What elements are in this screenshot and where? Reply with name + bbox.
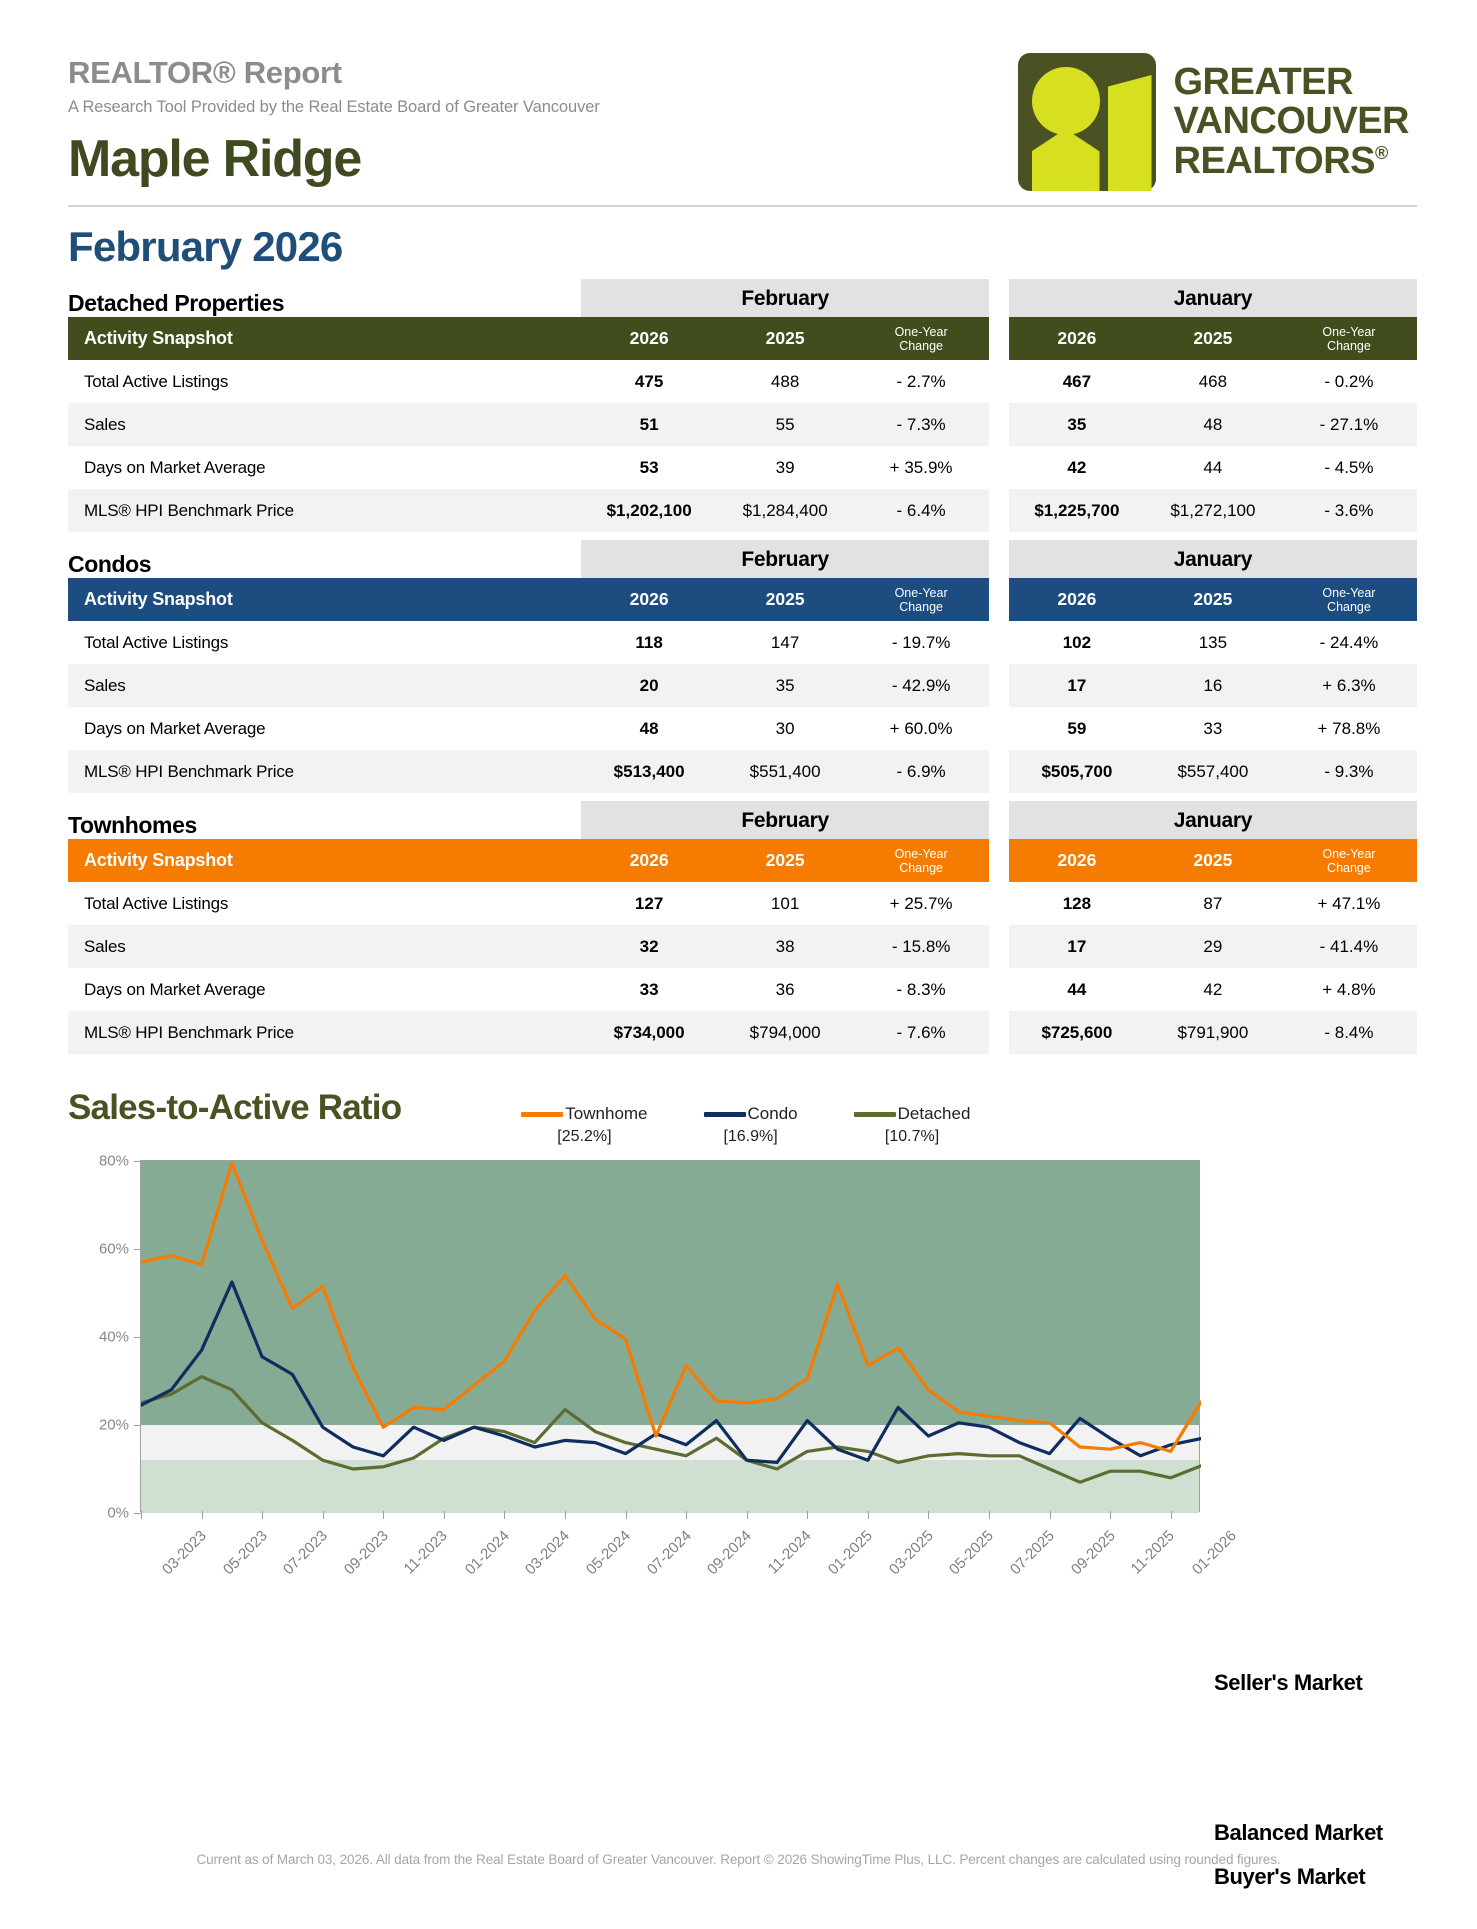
cell-jan-change: - 3.6% [1281, 489, 1417, 532]
table-row [68, 489, 1417, 532]
column-gap [989, 279, 1009, 317]
chart-lines [141, 1161, 1201, 1513]
col-header-jan-2026: 2026 [1009, 578, 1145, 621]
cell-feb-2025: $551,400 [717, 750, 853, 793]
cell-jan-change: - 9.3% [1281, 750, 1417, 793]
y-axis-tick [134, 1425, 141, 1426]
x-axis-label: 07-2025 [1006, 1527, 1058, 1579]
table-row [68, 882, 1417, 925]
month-band-left: February [581, 801, 989, 839]
logo-line-1: GREATER [1173, 60, 1353, 103]
legend-swatch-icon [704, 1112, 746, 1117]
legend-item-detached [854, 1104, 971, 1146]
row-label: MLS® HPI Benchmark Price [68, 1011, 581, 1054]
cell-jan-2026: $725,600 [1009, 1011, 1145, 1054]
col-header-feb-2026: 2026 [581, 578, 717, 621]
y-axis-tick [134, 1337, 141, 1338]
x-axis-label: 09-2025 [1067, 1527, 1119, 1579]
column-gap [989, 578, 1009, 621]
row-label: MLS® HPI Benchmark Price [68, 489, 581, 532]
cell-feb-change: + 25.7% [889, 893, 953, 913]
logo-line-3: REALTORS® [1173, 139, 1388, 182]
cell-jan-2026: $505,700 [1009, 750, 1145, 793]
chart-title: Sales-to-Active Ratio [68, 1088, 402, 1127]
cell-jan-change: + 6.3% [1281, 664, 1417, 707]
cell-jan-change: - 24.4% [1319, 632, 1379, 652]
cell-jan-2026: 17 [1009, 925, 1145, 968]
row-label: MLS® HPI Benchmark Price [68, 750, 581, 793]
cell-feb-2025: 147 [770, 632, 800, 652]
row-label: Total Active Listings [84, 371, 229, 391]
section-condos [68, 540, 1417, 793]
legend-label: Detached [897, 1104, 971, 1123]
legend-top [854, 1104, 971, 1124]
cell-feb-2026: $734,000 [581, 1011, 717, 1054]
cell-jan-2026: 42 [1067, 457, 1087, 477]
table-title-row [68, 279, 1417, 317]
activity-snapshot-label: Activity Snapshot [68, 839, 581, 882]
column-gap [989, 540, 1009, 578]
y-axis-tick [134, 1161, 141, 1162]
column-gap [989, 360, 1009, 403]
cell-feb-change: - 7.6% [853, 1011, 989, 1054]
month-band-left: February [581, 279, 989, 317]
y-axis-label: 20% [98, 1416, 129, 1434]
cell-feb-change: - 15.8% [853, 925, 989, 968]
table-row [68, 750, 1417, 793]
cell-jan-2026: 59 [1067, 718, 1087, 738]
cell-jan-change: - 41.4% [1281, 925, 1417, 968]
cell-jan-2026: $1,225,700 [1009, 489, 1145, 532]
col-header-jan-2025: 2025 [1145, 839, 1281, 882]
snapshot-table [68, 540, 1417, 793]
column-gap [989, 403, 1009, 446]
month-heading: February 2026 [68, 223, 343, 270]
market-label-seller: Seller's Market [1214, 1670, 1363, 1695]
col-header-jan-2026: 2026 [1009, 839, 1145, 882]
x-axis-label: 01-2024 [461, 1527, 513, 1579]
column-gap [989, 707, 1009, 750]
cell-feb-2025: 30 [775, 718, 795, 738]
month-band-right: January [1009, 540, 1417, 578]
cell-jan-2025: 16 [1145, 664, 1281, 707]
cell-feb-2026: 53 [639, 457, 659, 477]
legend-label: Condo [747, 1104, 798, 1123]
cell-jan-2026: 467 [1062, 371, 1092, 391]
cell-feb-2025: $794,000 [717, 1011, 853, 1054]
column-gap [989, 1011, 1009, 1054]
cell-jan-2025: 42 [1203, 979, 1223, 999]
column-gap [989, 925, 1009, 968]
column-gap [989, 446, 1009, 489]
row-label: Sales [68, 664, 581, 707]
col-header-feb-change: One-Year Change [853, 839, 989, 882]
x-axis-label: 09-2023 [340, 1527, 392, 1579]
col-header-feb-2025: 2025 [717, 578, 853, 621]
cell-jan-change: + 47.1% [1317, 893, 1381, 913]
cell-jan-change: - 4.5% [1324, 457, 1374, 477]
y-axis-label: 40% [98, 1328, 129, 1346]
cell-feb-2025: 35 [717, 664, 853, 707]
col-header-feb-2025: 2025 [717, 839, 853, 882]
y-axis-label: 60% [98, 1240, 129, 1258]
chart-plot-area [98, 1152, 1240, 1579]
cell-feb-2026: 118 [635, 632, 663, 652]
legend-top [521, 1104, 647, 1124]
x-axis-label: 07-2024 [643, 1527, 695, 1579]
y-axis-tick [134, 1513, 141, 1514]
cell-jan-2026: 17 [1009, 664, 1145, 707]
x-axis-label: 03-2023 [158, 1527, 210, 1579]
column-gap [989, 801, 1009, 839]
cell-jan-change: - 0.2% [1324, 371, 1374, 391]
x-axis-label: 11-2023 [400, 1527, 451, 1578]
row-label: Days on Market Average [84, 457, 266, 477]
column-gap [989, 882, 1009, 925]
cell-jan-2026: 44 [1067, 979, 1087, 999]
column-gap [989, 839, 1009, 882]
section-name: Townhomes [68, 812, 197, 838]
table-header-row [68, 839, 1417, 882]
header-left [68, 45, 600, 188]
x-axis-label: 01-2026 [1188, 1527, 1240, 1579]
logo-house-icon [1032, 129, 1100, 191]
col-header-feb-2026: 2026 [581, 317, 717, 360]
logo-line-2: VANCOUVER [1173, 100, 1409, 143]
gvr-logo-icon [1018, 53, 1156, 191]
cell-feb-change: - 19.7% [891, 632, 951, 652]
section-name: Detached Properties [68, 290, 285, 316]
snapshot-tables [68, 279, 1417, 1054]
cell-jan-change: + 78.8% [1317, 718, 1381, 738]
cell-jan-2026: 128 [1062, 893, 1092, 913]
x-axis-label: 07-2023 [280, 1527, 331, 1579]
table-title-row [68, 801, 1417, 839]
legend-value: [25.2%] [557, 1128, 612, 1145]
section-detached-properties [68, 279, 1417, 532]
cell-feb-change: - 8.3% [896, 979, 946, 999]
x-axis-label: 09-2024 [704, 1527, 755, 1579]
legend-swatch-icon [521, 1112, 563, 1117]
x-axis-label: 05-2025 [946, 1527, 998, 1579]
cell-jan-2025: 468 [1198, 371, 1228, 391]
cell-feb-2025: 38 [717, 925, 853, 968]
cell-feb-2025: 55 [717, 403, 853, 446]
cell-jan-change: - 8.4% [1281, 1011, 1417, 1054]
cell-jan-2025: 135 [1198, 632, 1228, 652]
legend-swatch-icon [854, 1112, 896, 1117]
cell-jan-2025: 44 [1203, 457, 1223, 477]
cell-feb-2025: $1,284,400 [717, 489, 853, 532]
table-row [68, 446, 1417, 489]
logo-tower-shape [1108, 75, 1152, 191]
col-header-jan-2026: 2026 [1009, 317, 1145, 360]
table-row [68, 360, 1417, 403]
column-gap [989, 621, 1009, 664]
column-gap [989, 968, 1009, 1011]
snapshot-table [68, 801, 1417, 1054]
series-line-condo [141, 1282, 1201, 1462]
table-row [68, 925, 1417, 968]
cell-feb-2026: $1,202,100 [581, 489, 717, 532]
logo-wordmark [1173, 60, 1410, 182]
series-line-townhome [141, 1163, 1201, 1451]
x-axis-label: 05-2024 [582, 1527, 634, 1579]
cell-feb-2025: 39 [775, 457, 795, 477]
cell-jan-2025: 87 [1203, 893, 1223, 913]
cell-jan-2026: 102 [1062, 632, 1092, 652]
row-label: Total Active Listings [84, 632, 229, 652]
row-label: Sales [68, 925, 581, 968]
cell-jan-2025: 33 [1203, 718, 1223, 738]
chart-header [68, 1088, 1417, 1146]
cell-feb-2025: 488 [770, 371, 800, 391]
cell-feb-change: - 6.4% [853, 489, 989, 532]
legend-item-condo [704, 1104, 798, 1146]
report-title: REALTOR® Report [68, 55, 342, 90]
cell-feb-change: + 60.0% [889, 718, 953, 738]
cell-feb-2025: 36 [775, 979, 795, 999]
x-axis-label: 05-2023 [219, 1527, 271, 1579]
section-townhomes [68, 801, 1417, 1054]
logo-circle-shape [1032, 67, 1100, 135]
cell-jan-2025: 29 [1145, 925, 1281, 968]
activity-snapshot-label: Activity Snapshot [68, 578, 581, 621]
section-name: Condos [68, 551, 152, 577]
x-axis-label: 01-2025 [825, 1527, 877, 1579]
month-band-right: January [1009, 801, 1417, 839]
x-axis-label: 03-2025 [885, 1527, 937, 1579]
cell-feb-change: - 2.7% [896, 371, 946, 391]
table-header-row [68, 317, 1417, 360]
market-label-balanced: Balanced Market [1214, 1819, 1383, 1845]
table-row [68, 621, 1417, 664]
col-header-feb-2026: 2026 [581, 839, 717, 882]
col-header-jan-2025: 2025 [1145, 578, 1281, 621]
month-band-left: February [581, 540, 989, 578]
registered-mark: ® [1375, 143, 1388, 164]
cell-jan-2025: $791,900 [1145, 1011, 1281, 1054]
cell-jan-2026: 35 [1009, 403, 1145, 446]
cell-feb-change: + 35.9% [889, 457, 953, 477]
x-axis-label: 11-2024 [764, 1527, 815, 1578]
x-axis-label: 11-2025 [1127, 1527, 1178, 1578]
cell-feb-2026: 51 [581, 403, 717, 446]
cell-feb-change: - 6.9% [853, 750, 989, 793]
cell-jan-2025: $1,272,100 [1145, 489, 1281, 532]
column-gap [989, 317, 1009, 360]
row-label: Sales [68, 403, 581, 446]
x-axis-label: 03-2024 [522, 1527, 574, 1579]
market-label-buyer: Buyer's Market [1214, 1863, 1366, 1889]
table-header-row [68, 578, 1417, 621]
col-header-feb-change: One-Year Change [853, 578, 989, 621]
table-row [68, 707, 1417, 750]
cell-feb-2026: $513,400 [581, 750, 717, 793]
table-row [68, 968, 1417, 1011]
cell-feb-change: - 7.3% [853, 403, 989, 446]
cell-feb-2026: 20 [581, 664, 717, 707]
cell-feb-2025: 101 [770, 893, 800, 913]
row-label: Total Active Listings [84, 893, 229, 913]
y-axis-label: 80% [98, 1152, 129, 1170]
cell-feb-2026: 127 [634, 893, 664, 913]
legend-value: [10.7%] [884, 1128, 940, 1145]
chart-legend [521, 1104, 970, 1146]
table-row [68, 403, 1417, 446]
header-divider [68, 205, 1417, 207]
col-header-jan-change: One-Year Change [1281, 578, 1417, 621]
table-title-row [68, 540, 1417, 578]
cell-jan-change: - 27.1% [1281, 403, 1417, 446]
row-label: Days on Market Average [84, 718, 266, 738]
brand-logo [1018, 45, 1418, 191]
footer-note: Current as of March 03, 2026. All data from the Real Estate Board of Greater Vancouver. Report © 2026 ShowingTime Plus, LLC. Percent changes are calculated using rounded figures. [196, 1852, 1281, 1867]
table-row [68, 664, 1417, 707]
col-header-feb-change: One-Year Change [853, 317, 989, 360]
legend-top [704, 1104, 798, 1124]
col-header-jan-2025: 2025 [1145, 317, 1281, 360]
snapshot-table [68, 279, 1417, 532]
column-gap [989, 489, 1009, 532]
col-header-feb-2025: 2025 [717, 317, 853, 360]
table-row [68, 1011, 1417, 1054]
column-gap [989, 750, 1009, 793]
legend-label: Townhome [565, 1104, 648, 1123]
legend-value: [16.9%] [723, 1128, 778, 1145]
column-gap [989, 664, 1009, 707]
activity-snapshot-label: Activity Snapshot [68, 317, 581, 360]
cell-jan-2025: 48 [1145, 403, 1281, 446]
cell-jan-change: + 4.8% [1322, 979, 1376, 999]
col-header-jan-change: One-Year Change [1281, 317, 1417, 360]
month-band-right: January [1009, 279, 1417, 317]
page-title: Maple Ridge [68, 129, 362, 188]
cell-feb-2026: 475 [634, 371, 664, 391]
legend-item-townhome [521, 1104, 647, 1146]
cell-feb-2026: 33 [639, 979, 659, 999]
series-line-detached [141, 1377, 1201, 1483]
cell-jan-2025: $557,400 [1145, 750, 1281, 793]
report-header [68, 45, 1417, 191]
col-header-jan-change: One-Year Change [1281, 839, 1417, 882]
cell-feb-2026: 48 [639, 718, 659, 738]
cell-feb-change: - 42.9% [853, 664, 989, 707]
cell-feb-2026: 32 [581, 925, 717, 968]
y-axis-tick [134, 1249, 141, 1250]
report-subtitle: A Research Tool Provided by the Real Estate Board of Greater Vancouver [68, 97, 600, 116]
y-axis-label: 0% [107, 1504, 129, 1522]
row-label: Days on Market Average [84, 979, 266, 999]
